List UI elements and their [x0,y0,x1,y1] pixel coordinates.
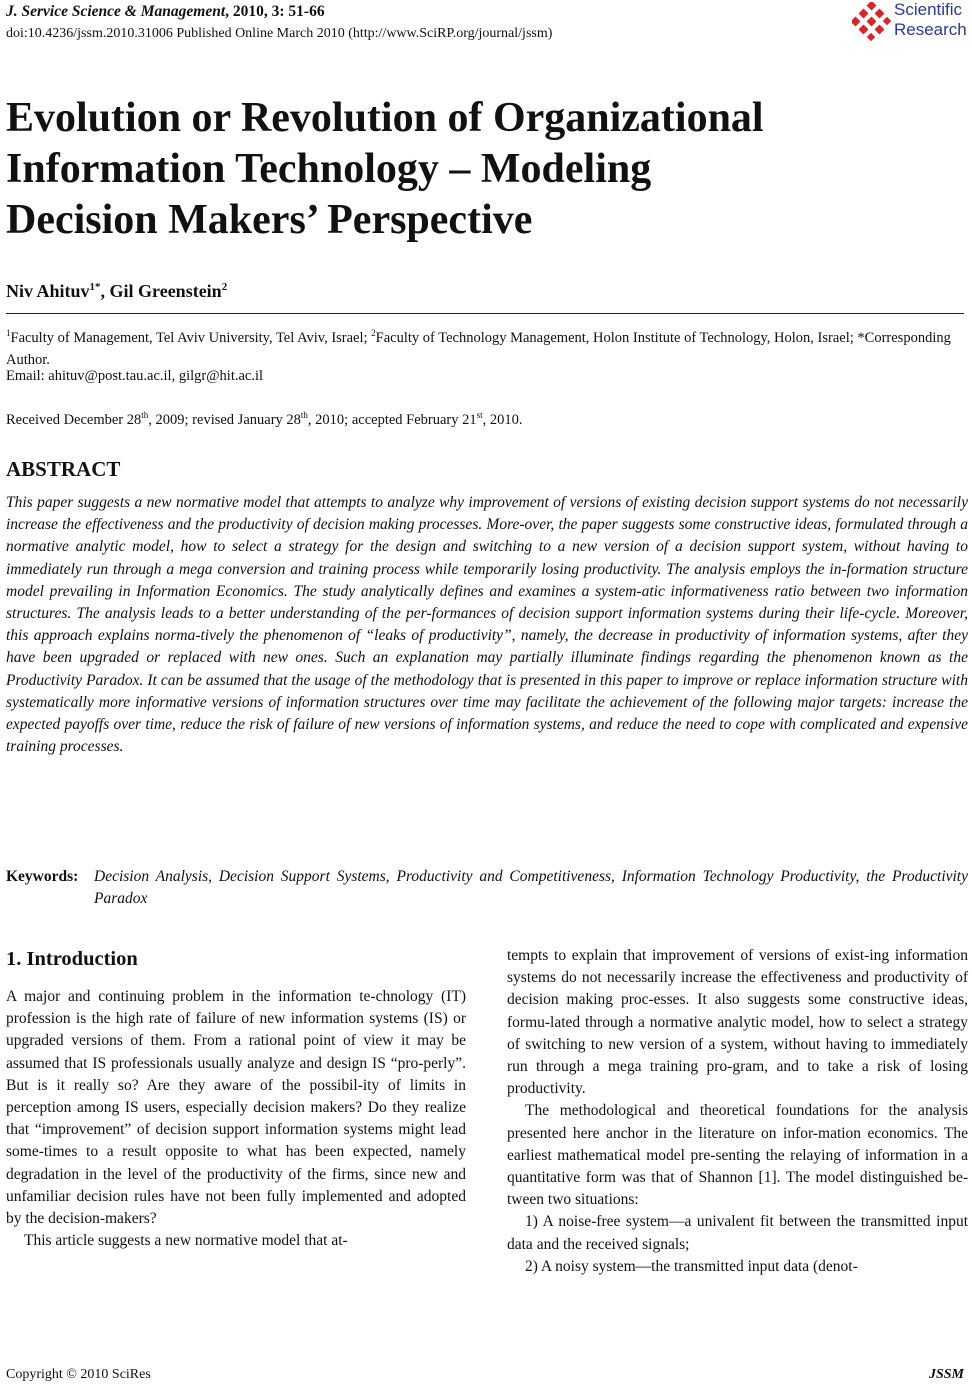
received-s2: th [300,410,308,420]
doi-line[interactable]: doi:10.4236/jssm.2010.31006 Published Online March 2010 (http://www.SciRP.org/journal/jssm) [6,26,553,41]
intro-left-paragraph-2: This article suggests a new normative model that at- [24,1232,348,1250]
title-line-2: Information Technology – Modeling [6,146,652,192]
left-column [6,986,466,1252]
author-1: Niv Ahituv [6,281,90,301]
received-s3: st [476,410,483,420]
footer-journal-abbrev: JSSM [928,1367,964,1382]
author-list [6,281,227,302]
paper-title [6,93,906,246]
author-2: Gil Greenstein [109,281,222,301]
author-separator: , [100,281,110,301]
received-s1: th [141,410,149,420]
intro-right-paragraph-1: tempts to explain that improvement of versions of exist-ing information systems do not necessarily increase the effectiveness and productivity of decision making proc-esses. It also suggests some constructive ideas, formu-lated through a normative analytic model, how to select a strategy of switching to new version of a system, without having to immediately run through a mega training pro-gram, and to take a risk of losing productivity. [507,947,968,1098]
journal-volume: , 2010, 3: 51-66 [225,3,325,20]
aff-sup-1: 1 [6,328,11,338]
title-line-3: Decision Makers’ Perspective [6,197,533,243]
email-line[interactable]: Email: ahituv@post.tau.ac.il, gilgr@hit.ac.il [6,368,264,384]
received-p1: Received December 28 [6,411,142,428]
aff-text-2: Faculty of Technology Management, Holon Institute of Technology, Holon, Israel; *Corresponding Author. [6,329,951,368]
abstract-text: This paper suggests a new normative model that attempts to analyze why improvement of versions of existing decision support systems do not necessarily increase the effectiveness and the productivity of decision making processes. More-over, the paper suggests some constructive ideas, formulated through a normative analytic model, how to select a strategy for the design and switching to a new version of a decision support system, without having to immediately run through a mega conversion and training process while temporarily losing productivity. The analysis employs the in-formation structure model prevailing in Information Economics. The study analytically defines and examines a system-atic informativeness ratio between two information structures. The analysis leads to a better understanding of the per-formances of decision support information systems during their life-cycle. Moreover, this approach explains norma-tively the phenomenon of “leaks of productivity”, namely, the decrease in productivity of information systems, after they have been upgraded or replaced with new ones. Such an explanation may partially illuminate findings regarding the phenomenon known as the Productivity Paradox. It can be assumed that the usage of the methodology that is presented in this paper to improve or replace information structure with systematically more informative versions of information structures over time may facilitate the achievement of the following major targets: increase the expected payoffs over time, reduce the risk of failure of new versions of information systems, and reduce the need to cope with complicated and expensive training processes. [6,494,968,756]
intro-right-paragraph-4: 2) A noisy system—the transmitted input data (denot- [525,1257,858,1275]
author-1-sup: 1* [89,281,101,293]
received-p4: , 2010. [482,411,523,428]
keywords [6,866,968,910]
intro-left-paragraph-1: A major and continuing problem in the information te-chnology (IT) profession is the high rate of failure of new information systems (IS) or upgraded versions of them. From a rational point of view it may be assumed that IS professionals usually analyze and design IS “pro-perly”. But is it really so? Are they aware of the possibil-ity of limits in perception among IS users, especially decision makers? Do they realize that “improvement” of decision support information systems might lead some-times to a result opposite to what has been expected, namely degradation in the level of the productivity of the firms, since new and unfamiliar decision rules have not been fully implemented and adopted by the decision-makers? [6,988,466,1228]
header-rule [6,313,964,314]
logo-line-1: Scientific [894,0,963,19]
keywords-label: Keywords: [6,868,79,885]
footer-copyright: Copyright © 2010 SciRes [6,1367,151,1382]
journal-citation [6,2,325,22]
received-p3: , 2010; accepted February 21 [307,411,477,428]
title-line-1: Evolution or Revolution of Organizational [6,95,764,141]
author-2-sup: 2 [221,281,228,293]
intro-right-paragraph-3: 1) A noise-free system—a univalent fit between the transmitted input data and the received signals; [507,1213,968,1253]
intro-right-paragraph-2: The methodological and theoretical foundations for the analysis presented here anchor in the literature on infor-mation economics. The earliest mathematical model pre-senting the relaying of information in a quantitative form was that of Shannon [1]. The model distinguished be-tween two situations: [507,1102,968,1209]
abstract-heading: ABSTRACT [6,457,121,481]
aff-sup-2: 2 [371,328,376,338]
logo-line-2: Research [894,20,967,39]
received-dates [6,405,523,430]
aff-text-1: Faculty of Management, Tel Aviv University, Tel Aviv, Israel; [10,329,372,346]
journal-name: J. Service Science & Management [6,3,226,20]
logo-mark-icon [852,2,892,42]
received-p2: , 2009; revised January 28 [148,411,301,428]
section-heading-introduction: 1. Introduction [6,948,138,970]
publisher-logo [852,0,970,44]
affiliations [6,322,972,371]
right-column [507,945,968,1278]
keywords-text: Decision Analysis, Decision Support Systems, Productivity and Competitiveness, Information Technology Productivity, the Productivity Paradox [94,868,968,907]
